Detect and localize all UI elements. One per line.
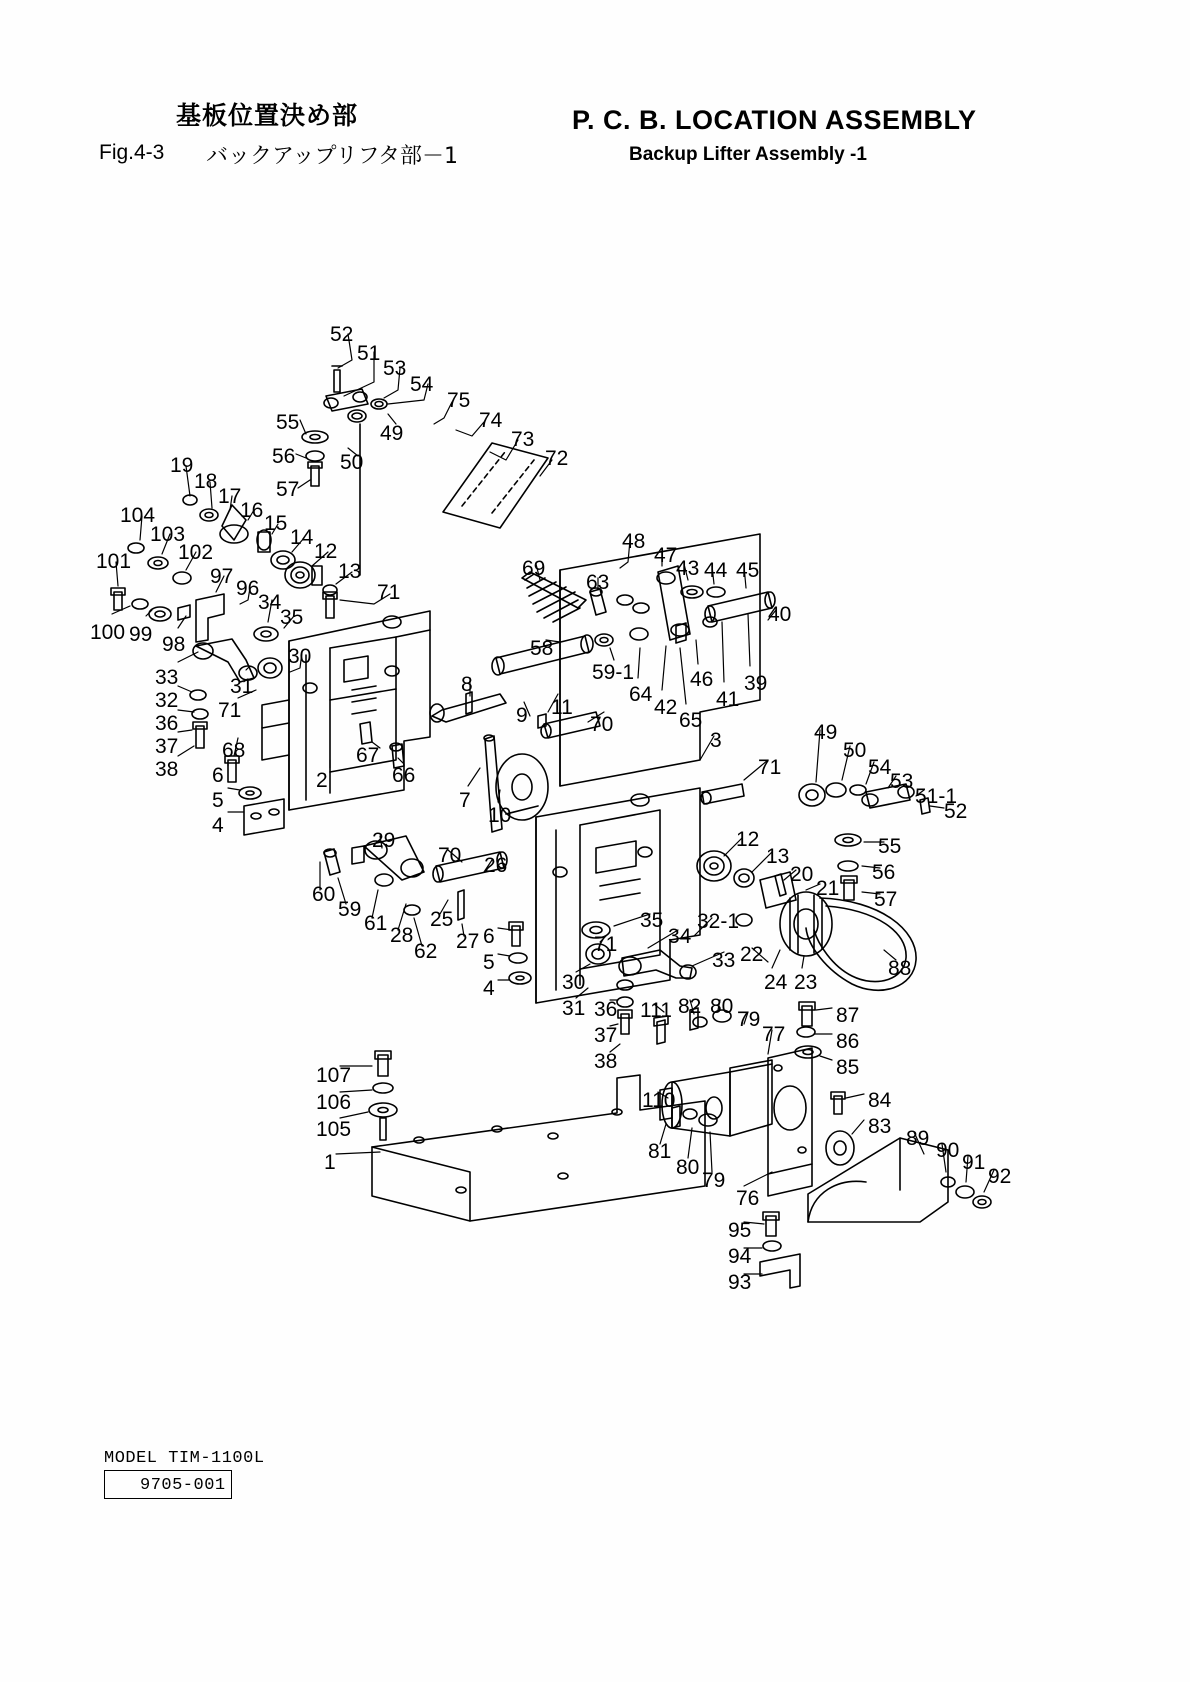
part-callout-97: 97 — [210, 565, 234, 588]
part-callout-22: 22 — [740, 943, 764, 966]
part-callout-102: 102 — [178, 541, 214, 564]
part-callout-32: 32 — [155, 689, 179, 712]
part-callout-43: 43 — [676, 557, 700, 580]
part-callout-13: 13 — [338, 560, 362, 583]
part-callout-96: 96 — [236, 577, 260, 600]
part-callout-7: 7 — [459, 789, 471, 812]
part-callout-42: 42 — [654, 696, 678, 719]
part-callout-12: 12 — [736, 828, 760, 851]
part-callout-40: 40 — [768, 603, 792, 626]
part-callout-53: 53 — [890, 770, 914, 793]
part-callout-8: 8 — [461, 673, 473, 696]
page-title-english: P. C. B. LOCATION ASSEMBLY — [572, 105, 977, 135]
part-callout-62: 62 — [414, 940, 438, 963]
part-callout-13: 13 — [766, 845, 790, 868]
part-callout-47: 47 — [654, 544, 678, 567]
part-callout-71: 71 — [758, 756, 782, 779]
part-callout-90: 90 — [936, 1139, 960, 1162]
part-callout-31: 31 — [562, 997, 586, 1020]
part-callout-25: 25 — [430, 908, 454, 931]
left-cylinder-assembly — [190, 627, 284, 835]
part-callout-44: 44 — [704, 559, 728, 582]
part-callout-71: 71 — [377, 581, 401, 604]
part-callout-86: 86 — [836, 1030, 860, 1053]
part-callout-17: 17 — [218, 485, 242, 508]
part-callout-58: 58 — [530, 637, 554, 660]
part-callout-60: 60 — [312, 883, 336, 906]
figure-number: Fig.4-3 — [99, 141, 165, 164]
part-callout-105: 105 — [316, 1118, 352, 1141]
part-callout-38: 38 — [594, 1050, 618, 1073]
part-callout-55: 55 — [276, 411, 300, 434]
part-callout-91: 91 — [962, 1151, 986, 1174]
part-callout-24: 24 — [764, 971, 788, 994]
part-callout-63: 63 — [586, 571, 610, 594]
part-callout-70: 70 — [438, 844, 462, 867]
part-callout-57: 57 — [874, 888, 898, 911]
part-callout-76: 76 — [736, 1187, 760, 1210]
part-callout-101: 101 — [96, 550, 132, 573]
part-callout-80: 80 — [710, 995, 734, 1018]
part-callout-71: 71 — [218, 699, 242, 722]
part-callout-93: 93 — [728, 1271, 752, 1294]
part-callout-30: 30 — [562, 971, 586, 994]
part-callout-73: 73 — [511, 428, 535, 451]
part-callout-71: 71 — [594, 933, 618, 956]
part-callout-68: 68 — [222, 739, 246, 762]
part-callout-52: 52 — [330, 323, 354, 346]
part-callout-28: 28 — [390, 924, 414, 947]
part-callout-79: 79 — [737, 1008, 761, 1031]
part-callout-70: 70 — [590, 713, 614, 736]
part-callout-50: 50 — [340, 451, 364, 474]
part-callout-104: 104 — [120, 504, 156, 527]
part-callout-27: 27 — [456, 930, 480, 953]
part-callout-49: 49 — [380, 422, 404, 445]
part-callout-6: 6 — [212, 764, 224, 787]
part-callout-81: 81 — [648, 1140, 672, 1163]
spring-and-rod — [492, 572, 649, 675]
part-callout-54: 54 — [410, 373, 434, 396]
part-callout-12: 12 — [314, 540, 338, 563]
part-callout-94: 94 — [728, 1245, 752, 1268]
part-callout-14: 14 — [290, 526, 314, 549]
part-callout-111: 111 — [640, 999, 672, 1022]
part-callout-59-1: 59-1 — [592, 661, 635, 684]
part-callout-29: 29 — [372, 829, 396, 852]
part-callout-5: 5 — [212, 789, 224, 812]
part-callout-34: 34 — [668, 925, 692, 948]
part-callout-54: 54 — [868, 756, 892, 779]
part-callout-9: 9 — [516, 704, 528, 727]
part-callout-21: 21 — [816, 877, 840, 900]
leader-lines — [112, 334, 994, 1274]
part-callout-45: 45 — [736, 559, 760, 582]
part-callout-32-1: 32-1 — [697, 910, 740, 933]
foot-assembly — [369, 1051, 397, 1140]
model-label: MODEL TIM-1100L — [104, 1449, 265, 1468]
part-callout-75: 75 — [447, 389, 471, 412]
part-callout-36: 36 — [155, 712, 179, 735]
part-callout-41: 41 — [716, 688, 740, 711]
part-callout-38: 38 — [155, 758, 179, 781]
part-callout-55: 55 — [878, 835, 902, 858]
part-callout-95: 95 — [728, 1219, 752, 1242]
part-callout-20: 20 — [790, 863, 814, 886]
page-subtitle-japanese: バックアップリフタ部－1 — [206, 144, 459, 169]
cover-plate-73-72 — [443, 443, 548, 528]
part-callout-6: 6 — [483, 925, 495, 948]
part-callout-59: 59 — [338, 898, 362, 921]
part-callout-37: 37 — [155, 735, 179, 758]
part-callout-72: 72 — [545, 447, 569, 470]
part-callout-107: 107 — [316, 1064, 352, 1087]
part-callout-53: 53 — [383, 357, 407, 380]
part-callout-103: 103 — [150, 523, 186, 546]
part-callout-98: 98 — [162, 633, 186, 656]
part-callout-11: 11 — [551, 696, 573, 719]
part-callout-31: 31 — [230, 675, 254, 698]
part-callout-89: 89 — [906, 1127, 930, 1150]
part-callout-87: 87 — [836, 1004, 860, 1027]
part-callout-51-1: 51-1 — [915, 785, 958, 808]
part-callout-2: 2 — [316, 769, 328, 792]
part-callout-57: 57 — [276, 478, 300, 501]
part-callout-3: 3 — [710, 729, 722, 752]
part-callout-33: 33 — [712, 949, 736, 972]
part-callout-92: 92 — [988, 1165, 1012, 1188]
part-callout-33: 33 — [155, 666, 179, 689]
part-callout-110: 110 — [642, 1089, 676, 1112]
part-callout-4: 4 — [212, 814, 224, 837]
part-callout-1: 1 — [324, 1151, 336, 1174]
part-callout-5: 5 — [483, 951, 495, 974]
part-callout-18: 18 — [194, 470, 218, 493]
part-callout-30: 30 — [288, 645, 312, 668]
part-callout-19: 19 — [170, 454, 194, 477]
part-callout-15: 15 — [264, 512, 288, 535]
part-callout-80: 80 — [676, 1156, 700, 1179]
part-callout-56: 56 — [872, 861, 896, 884]
part-callout-26: 26 — [484, 854, 508, 877]
part-callout-65: 65 — [679, 709, 703, 732]
part-callout-50: 50 — [843, 739, 867, 762]
part-callout-35: 35 — [640, 909, 664, 932]
part-callout-4: 4 — [483, 977, 495, 1000]
part-callout-67: 67 — [356, 744, 380, 767]
part-callout-64: 64 — [629, 683, 653, 706]
part-callout-82: 82 — [678, 995, 702, 1018]
part-callout-106: 106 — [316, 1091, 352, 1114]
fastener-groups — [360, 722, 744, 804]
part-callout-56: 56 — [272, 445, 296, 468]
main-frame-center — [536, 788, 700, 1003]
part-callout-85: 85 — [836, 1056, 860, 1079]
part-callout-48: 48 — [622, 530, 646, 553]
part-callout-100: 100 — [90, 621, 126, 644]
part-callout-39: 39 — [744, 672, 768, 695]
part-callout-34: 34 — [258, 591, 282, 614]
part-callout-35: 35 — [280, 606, 304, 629]
part-callout-66: 66 — [392, 764, 416, 787]
part-callout-84: 84 — [868, 1089, 892, 1112]
part-callout-69: 69 — [522, 557, 546, 580]
part-callout-37: 37 — [594, 1024, 618, 1047]
page-title-japanese: 基板位置決め部 — [176, 101, 359, 130]
part-callout-99: 99 — [129, 623, 153, 646]
part-callout-74: 74 — [479, 409, 503, 432]
part-callout-79: 79 — [702, 1169, 726, 1192]
drawing-code: 9705-001 — [140, 1476, 226, 1495]
part-callout-83: 83 — [868, 1115, 892, 1138]
part-callout-23: 23 — [794, 971, 818, 994]
part-callout-46: 46 — [690, 668, 714, 691]
part-callout-49: 49 — [814, 721, 838, 744]
part-callout-77: 77 — [762, 1023, 786, 1046]
shaft-and-roller — [430, 692, 600, 832]
part-callout-10: 10 — [488, 804, 512, 827]
page-subtitle-english: Backup Lifter Assembly -1 — [629, 144, 867, 165]
part-callout-51: 51 — [357, 342, 381, 365]
part-callout-16: 16 — [240, 499, 264, 522]
part-callout-61: 61 — [364, 912, 388, 935]
part-callout-36: 36 — [594, 998, 618, 1021]
part-callout-52: 52 — [944, 800, 968, 823]
part-callout-88: 88 — [888, 957, 912, 980]
